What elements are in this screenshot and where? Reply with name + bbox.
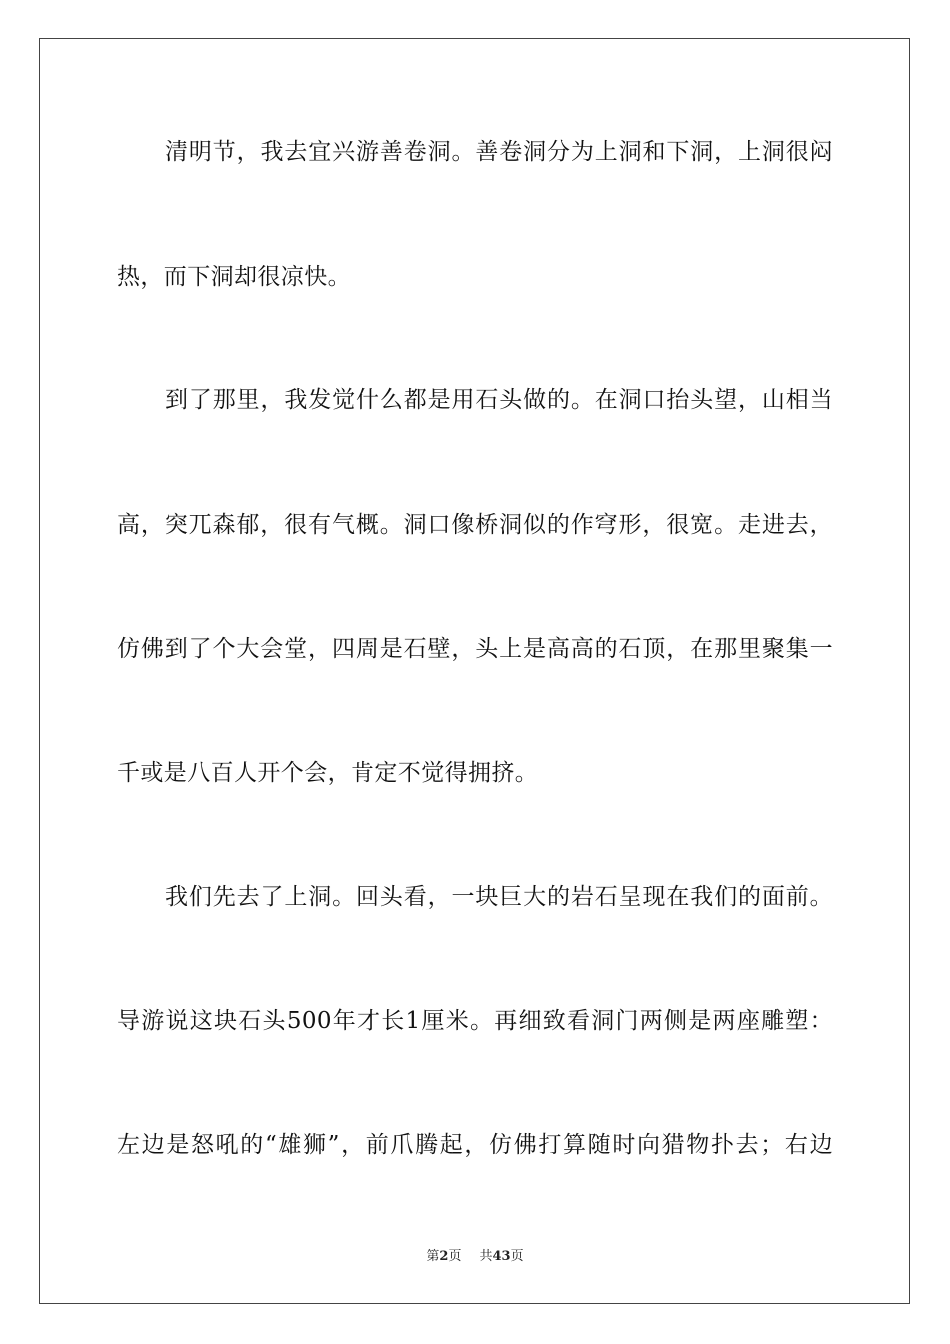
page-prefix: 第 [426,1249,440,1264]
text-line-5: 仿佛到了个大会堂，四周是石壁，头上是高高的石顶，在那里聚集一 [117,636,833,662]
total-pages: 43 [492,1249,511,1264]
page-number: 2 [439,1249,449,1264]
total-suffix: 页 [510,1249,524,1264]
page-frame [39,38,910,1304]
text-line-6: 千或是八百人开个会，肯定不觉得拥挤。 [117,760,539,786]
text-line-7: 我们先去了上洞。回头看，一块巨大的岩石呈现在我们的面前。 [165,884,833,910]
total-prefix: 共 [479,1249,493,1264]
text-line-1: 清明节，我去宜兴游善卷洞。善卷洞分为上洞和下洞，上洞很闷 [165,139,833,165]
text-line-9: 左边是怒吼的“雄狮”，前爪腾起，仿佛打算随时向猎物扑去；右边 [117,1132,833,1158]
text-line-2: 热，而下洞却很凉快。 [117,264,351,290]
text-line-3: 到了那里，我发觉什么都是用石头做的。在洞口抬头望，山相当 [165,387,833,413]
text-line-4: 高，突兀森郁，很有气概。洞口像桥洞似的作穹形，很宽。走进去， [117,512,833,538]
text-line-8: 导游说这块石头500年才长1厘米。再细致看洞门两侧是两座雕塑： [117,1008,833,1034]
page-footer [0,1248,950,1266]
page-suffix: 页 [448,1249,462,1264]
